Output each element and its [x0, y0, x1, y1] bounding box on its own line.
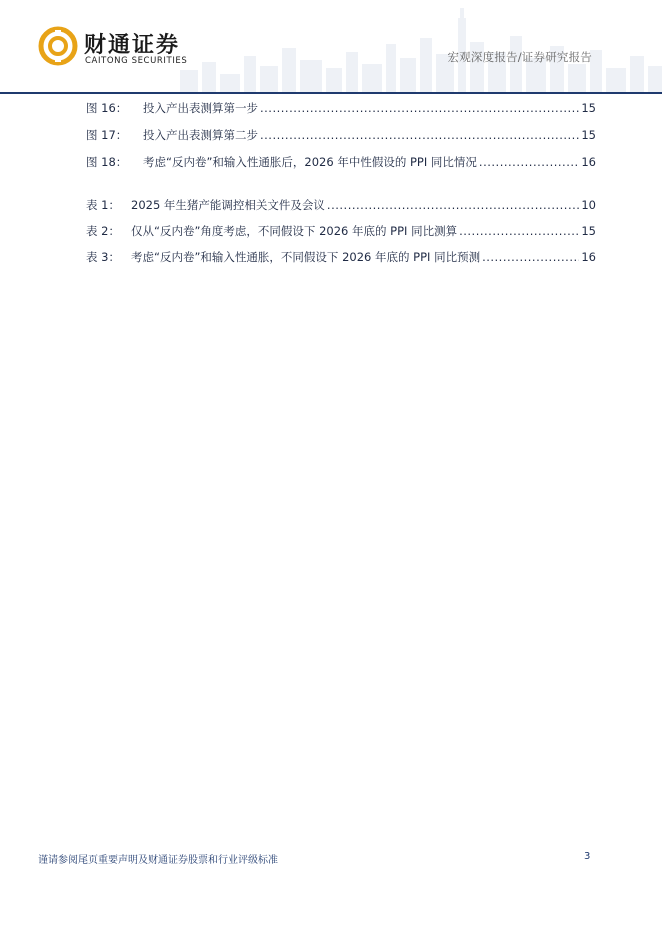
toc-entry-figure-16[interactable]	[86, 100, 596, 118]
toc-entry-figure-18[interactable]	[86, 154, 596, 172]
toc-entry-title: 考虑“反内卷”和输入性通胀后，2026 年中性假设的 PPI 同比情况	[143, 155, 477, 169]
toc-entry-label: 表 3：	[86, 250, 120, 264]
page-number: 3	[584, 851, 591, 862]
toc-entry-label: 图 18：	[86, 155, 128, 169]
toc-leader-dots	[482, 250, 579, 264]
toc-entry-label: 表 1：	[86, 198, 120, 212]
page-header	[0, 0, 662, 96]
toc-entry-page: 15	[581, 224, 596, 238]
toc-entry-title: 投入产出表测算第二步	[143, 128, 258, 142]
toc-entry-table-3[interactable]	[86, 249, 596, 267]
toc-entry-page: 16	[581, 250, 596, 264]
toc-entry-page: 15	[581, 128, 596, 142]
toc-entry-page: 15	[581, 101, 596, 115]
header-divider	[0, 92, 662, 94]
toc-entry-title: 考虑“反内卷”和输入性通胀，不同假设下 2026 年底的 PPI 同比预测	[131, 250, 481, 264]
toc-entry-label: 图 17：	[86, 128, 128, 142]
caitong-logo-icon	[38, 26, 78, 66]
toc-entry-title: 仅从“反内卷”角度考虑，不同假设下 2026 年底的 PPI 同比测算	[131, 224, 458, 238]
toc-entry-table-2[interactable]	[86, 223, 596, 241]
footer-disclaimer: 谨请参阅尾页重要声明及财通证券股票和行业评级标准	[38, 855, 278, 866]
toc-entry-table-1[interactable]	[86, 197, 596, 215]
report-type-label: 宏观深度报告/证券研究报告	[447, 50, 592, 64]
toc-entry-label: 表 2：	[86, 224, 120, 238]
toc-entry-title: 投入产出表测算第一步	[143, 101, 258, 115]
toc-entry-title: 2025 年生猪产能调控相关文件及会议	[131, 198, 325, 212]
toc-entry-label: 图 16：	[86, 101, 128, 115]
toc-leader-dots	[479, 155, 579, 169]
brand-name-en: CAITONG SECURITIES	[85, 56, 188, 66]
toc-entry-page: 10	[581, 198, 596, 212]
toc-entry-page: 16	[581, 155, 596, 169]
toc-leader-dots	[260, 128, 579, 142]
toc-leader-dots	[459, 224, 579, 238]
brand-name-cn: 财通证券	[84, 33, 181, 58]
toc-entry-figure-17[interactable]	[86, 127, 596, 145]
toc-leader-dots	[327, 198, 579, 212]
toc-leader-dots	[260, 101, 579, 115]
